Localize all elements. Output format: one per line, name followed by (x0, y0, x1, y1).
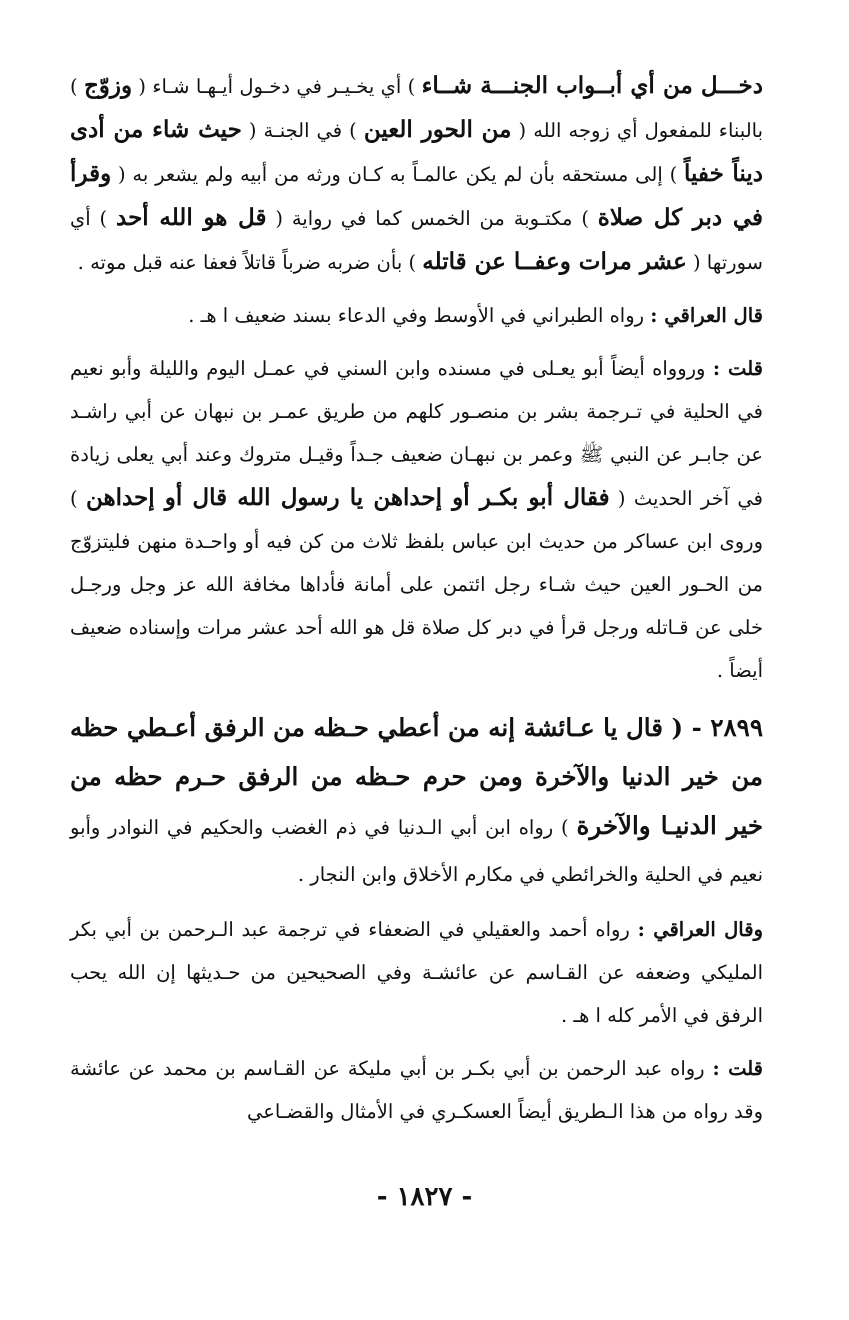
commentary-paragraph (70, 64, 763, 284)
note-text: ) وروى ابن عساكر من حديث ابن عباس بلفظ ثلاث من كن فيه أو واحـدة منهن فليتزوّج من الحـور العين حيث شـاء رجل ائتمن على أمانة فأداها مخافة الله عز وجل ورجـل خلى عن قـاتله ورجل قرأ في دبر كل صلاة قل هو الله أحد عشر مرات وإسناده ضعيف أيضاً . (70, 487, 763, 682)
note-text: رواه الطبراني في الأوسط وفي الدعاء بسند ضعيف ا هـ . (188, 304, 651, 327)
note-text: رواه عبد الرحمن بن أبي بكـر بن أبي مليكة عن القـاسم بن محمد عن عائشة وقد رواه من هذا الـطريق أيضاً العسكـري في الأمثال والقضـاعي (70, 1057, 763, 1123)
hadith-text: قل هو الله أحد (116, 204, 267, 231)
qultu-paragraph (70, 347, 763, 692)
hadith-text: حيث شاء من أدى ديناً خفياً (70, 116, 763, 187)
note-label: قال العراقي : (650, 304, 763, 327)
commentary-text: ) إلى مستحقه بأن لم يكن عالمـاً به كـان ورثه من أبيه ولم يشعر به ( (111, 163, 684, 186)
page-number: - ١٨٢٧ - (376, 1182, 473, 1212)
hadith-text: من الحور العين (363, 116, 512, 143)
commentary-text: ) رواه ابن أبي الـدنيا في ذم الغضب والحكيم في النوادر وأبو نعيم في الحلية والخرائطي في مكارم الأخلاق وابن النجار . (70, 816, 763, 886)
note-text: وروواه أيضاً أبو يعـلى في مسنده وابن السني في عمـل اليوم والليلة وأبو نعيم في الحلية في تـرجمة بشر بن منصـور كلهم من طريق عمـر بن نبهان عن أبي راشـد عن جابـر عن النبي ﷺ وعمر بن نبهـان ضعيف جـداً وقيـل متروك وعند أبي يعلى زيادة في آخر الحديث ( (70, 357, 764, 510)
commentary-text: ) بالبناء للمفعول أي زوجه الله ( (70, 75, 764, 142)
hadith-text: وزوّج (83, 72, 133, 99)
hadith-text: عشر مرات وعفــا عن قاتله (422, 248, 687, 275)
hadith-heading: ٢٨٩٩ - ( قال يا عـائشة إنه من أعطي حـظه من الرفق أعـطي حظه من خير الدنيا والآخرة ومن حرم حـظه من الرفق حـرم حظه من خير الدنيـا والآخرة (70, 713, 763, 840)
page-body (70, 64, 763, 1133)
commentary-text: ) أي يخـيـر في دخـول أيـهـا شـاء ( (132, 75, 422, 98)
commentary-text: ) أي سورتها ( (70, 207, 763, 274)
hadith-paragraph-2899 (70, 704, 763, 898)
commentary-text: ) مكتـوبة من الخمس كما في رواية ( (266, 207, 598, 230)
commentary-text: ) بأن ضربه ضرباً قاتلاً فعفا عنه قبل موته . (77, 251, 423, 274)
commentary-text: ) في الجنـة ( (241, 119, 364, 142)
iraqi-note-paragraph-2 (70, 908, 763, 1037)
note-label: وقال العراقي : (637, 918, 763, 941)
note-label: قلت : (712, 1057, 763, 1080)
note-text: رواه أحمد والعقيلي في الضعفاء في ترجمة عبد الـرحمن بن أبي بكر المليكي وضعفه عن القـاسم عن عائشـة وفي الصحيحين من حـديثها إن الله يحب الرفق في الأمر كله ا هـ . (70, 918, 763, 1027)
hadith-text: وقرأ في دبر كل صلاة (70, 160, 763, 231)
iraqi-note-paragraph (70, 294, 763, 337)
note-label: قلت : (712, 357, 763, 380)
hadith-text: فقال أبو بكـر أو إحداهن يا رسول الله قال أو إحداهن (85, 484, 610, 511)
hadith-text: دخـــل من أي أبــواب الجنـــة شــاء (421, 72, 763, 99)
qultu-paragraph-2 (70, 1047, 763, 1133)
